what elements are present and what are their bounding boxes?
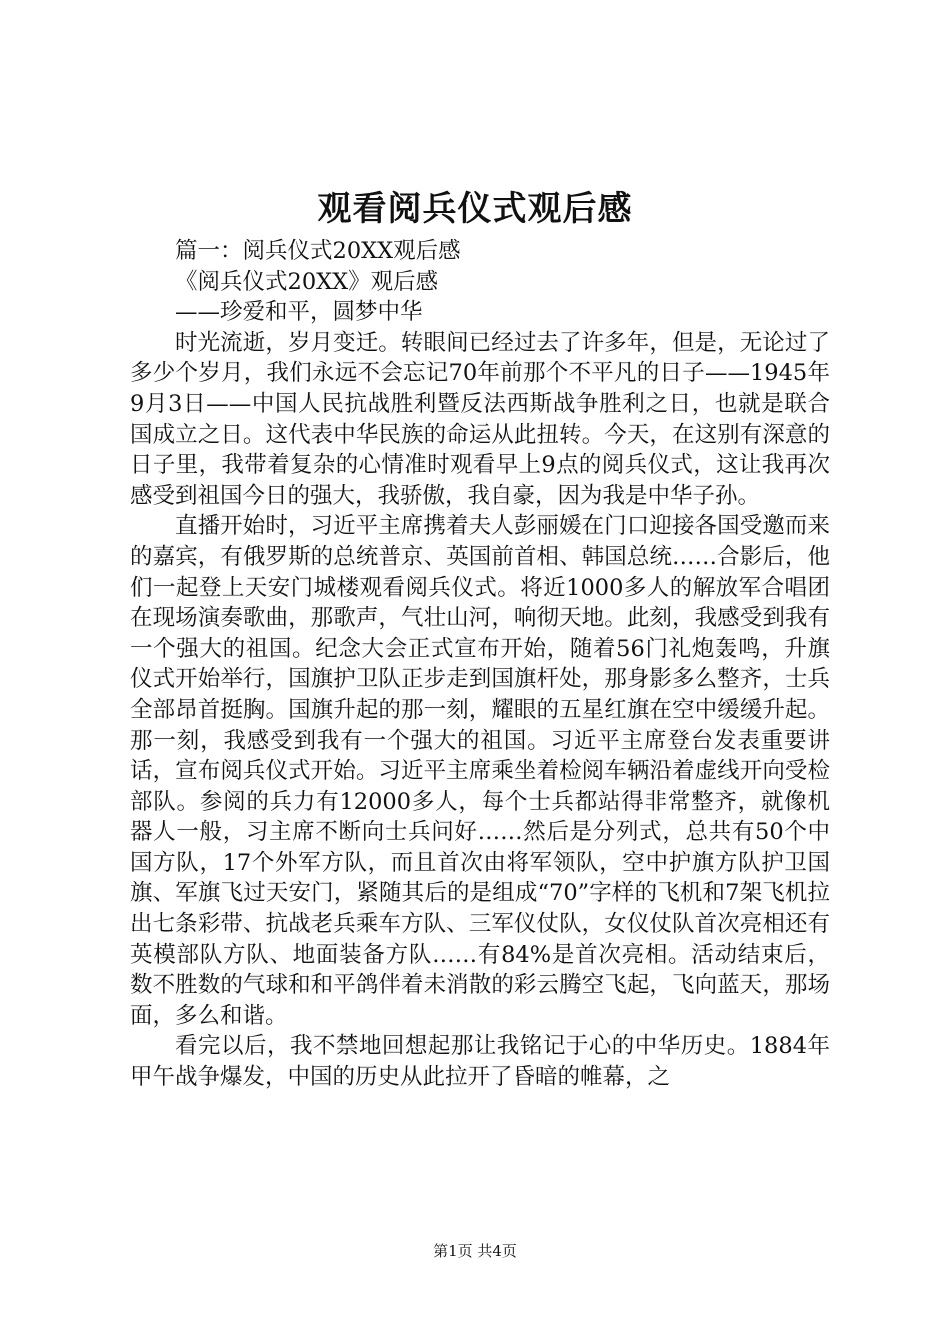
essay-subtitle-line: ——珍爱和平，圆梦中华 — [175, 299, 423, 326]
body-paragraph: 时光流逝，岁月变迁。转眼间已经过去了许多年，但是，无论过了多少个岁月，我们永远不会忘记70年前那个不平凡的日子——1945年9月3日——中国人民抗战胜利暨反法西斯战争胜利之日，也就是联合国成立之日。这代表中华民族的命运从此扭转。今天，在这别有深意的日子里，我带着复杂的心情准时观看早上9点的阅兵仪式，这让我再次感受到祖国今日的强大，我骄傲，我自豪，因为我是中华子孙。 — [130, 329, 830, 509]
body-paragraph: 直播开始时，习近平主席携着夫人彭丽媛在门口迎接各国受邀而来的嘉宾，有俄罗斯的总统普京、英国前首相、韩国总统……合影后，他们一起登上天安门城楼观看阅兵仪式。将近1000多人的解放军合唱团在现场演奏歌曲，那歌声，气壮山河，响彻天地。此刻，我感受到我有一个强大的祖国。纪念大会正式宣布开始，随着56门礼炮轰鸣，升旗仪式开始举行，国旗护卫队正步走到国旗杆处，那身影多么整齐，士兵全部昂首挺胸。国旗升起的那一刻，耀眼的五星红旗在空中缓缓升起。那一刻，我感受到我有一个强大的祖国。习近平主席登台发表重要讲话，宣布阅兵仪式开始。习近平主席乘坐着检阅车辆沿着虚线开向受检部队。参阅的兵力有12000多人，每个士兵都站得非常整齐，就像机器人一般，习主席不断向士兵问好……然后是分列式，总共有50个中国方队，17个外军方队，而且首次由将军领队，空中护旗方队护卫国旗、军旗飞过天安门，紧随其后的是组成“70”字样的飞机和7架飞机拉出七条彩带、抗战老兵乘车方队、三军仪仗队，女仪仗队首次亮相还有英模部队方队、地面装备方队……有84%是首次亮相。活动结束后，数不胜数的气球和和平鸽伴着未消散的彩云腾空飞起，飞向蓝天，那场面，多么和谐。 — [130, 513, 830, 1029]
essay-title-line: 《阅兵仪式20XX》观后感 — [175, 268, 439, 295]
document-body — [130, 236, 830, 1093]
page-number-footer: 第1页 共4页 — [433, 1242, 517, 1260]
section-heading: 篇一：阅兵仪式20XX观后感 — [175, 238, 461, 264]
document-title: 观看阅兵仪式观后感 — [317, 189, 633, 229]
body-paragraph: 看完以后，我不禁地回想起那让我铭记于心的中华历史。1884年甲午战争爆发，中国的历史从此拉开了昏暗的帷幕，之 — [130, 1033, 830, 1091]
